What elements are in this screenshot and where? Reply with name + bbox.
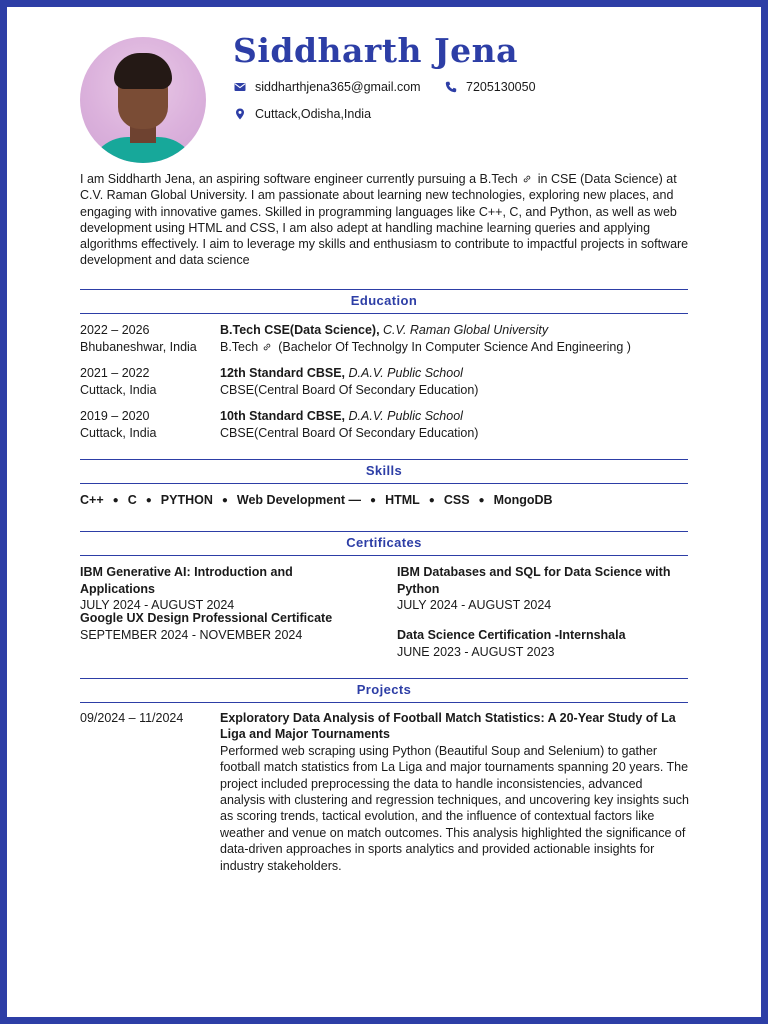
education-detail-prefix: B.Tech xyxy=(220,339,259,354)
education-detail: CBSE(Central Board Of Secondary Education) xyxy=(220,425,479,440)
certificate-item xyxy=(80,564,370,614)
skill-item: MongoDB xyxy=(493,493,553,507)
education-school: D.A.V. Public School xyxy=(348,409,463,423)
skill-item: HTML xyxy=(385,493,420,507)
education-degree: 10th Standard CBSE, xyxy=(220,409,346,423)
project-title: Exploratory Data Analysis of Football Match Statistics: A 20-Year Study of La Liga and Major Tournaments xyxy=(220,711,676,742)
envelope-icon xyxy=(234,81,246,93)
education-school: C.V. Raman Global University xyxy=(383,323,549,337)
education-detail: (Bachelor Of Technolgy In Computer Science And Engineering ) xyxy=(278,339,631,354)
education-dates: 2021 – 2022 xyxy=(80,366,150,380)
certificates-heading: Certificates xyxy=(80,531,688,556)
skill-item: PYTHON xyxy=(160,493,213,507)
education-dates: 2019 – 2020 xyxy=(80,409,150,423)
candidate-name: Siddharth Jena xyxy=(233,31,518,70)
certificate-dates: SEPTEMBER 2024 - NOVEMBER 2024 xyxy=(80,627,303,642)
education-degree: B.Tech CSE(Data Science), xyxy=(220,323,380,337)
phone-text[interactable]: 7205130050 xyxy=(466,80,536,94)
skill-item: Web Development — xyxy=(236,493,362,507)
certificate-title: Data Science Certification -Internshala xyxy=(397,628,626,642)
link-icon[interactable] xyxy=(262,342,272,352)
phone-contact[interactable] xyxy=(445,80,536,94)
email-text[interactable]: siddharthjena365@gmail.com xyxy=(255,80,421,94)
education-location: Cuttack, India xyxy=(80,425,157,440)
certificate-dates: JUNE 2023 - AUGUST 2023 xyxy=(397,644,555,659)
phone-icon xyxy=(445,81,457,93)
skill-item: CSS xyxy=(443,493,470,507)
skill-item: C++ xyxy=(80,493,104,507)
certificate-item xyxy=(397,564,687,614)
education-school: D.A.V. Public School xyxy=(348,366,463,380)
skills-heading: Skills xyxy=(80,459,688,484)
education-dates: 2022 – 2026 xyxy=(80,323,150,337)
profile-photo xyxy=(80,37,206,163)
email-contact[interactable] xyxy=(234,80,421,94)
location-text: Cuttack,Odisha,India xyxy=(255,107,372,121)
location-contact xyxy=(234,107,371,121)
profile-summary xyxy=(80,171,690,269)
certificate-item xyxy=(397,627,687,660)
education-degree: 12th Standard CBSE, xyxy=(220,366,346,380)
education-detail: CBSE(Central Board Of Secondary Education) xyxy=(220,382,479,397)
skills-list: C++ ● C ● PYTHON ● Web Development — ● HTML ● CSS ● MongoDB xyxy=(80,493,553,507)
education-location: Bhubaneshwar, India xyxy=(80,339,197,354)
summary-text-start: I am Siddharth Jena, an aspiring software engineer currently pursuing a B.Tech xyxy=(80,172,518,186)
map-pin-icon xyxy=(234,108,246,120)
certificate-item xyxy=(80,610,370,643)
certificate-dates: JULY 2024 - AUGUST 2024 xyxy=(80,598,235,612)
project-description: Performed web scraping using Python (Beautiful Soup and Selenium) to gather football match statistics from La Liga and major tournaments spanning 20 years. The project included preprocessing the data to handle inconsistencies, advanced analysis with clustering and regression techniques, and uncovering key insights such as scoring trends, tactical evolution, and the influence of contextual factors like weather and venue on match outcomes. This analysis highlighted the significance of data-driven approaches in sports analytics and provided actionable insights for industry stakeholders. xyxy=(220,743,690,873)
link-icon[interactable] xyxy=(522,174,532,184)
summary-text-end: in CSE (Data Science) at C.V. Raman Global University. I am passionate about learning new technologies, exploring new places, and engaging with innovative games. Skilled in programming languages like C++, C, and Python, as well as web development using HTML and CSS, I am also adept at handling machine learning queries and applying algorithms effectively. I aim to leverage my skills and enthusiasm to contribute to impactful projects in software development and data science xyxy=(80,172,689,268)
certificate-title: IBM Databases and SQL for Data Science with Python xyxy=(397,565,671,596)
certificate-dates: JULY 2024 - AUGUST 2024 xyxy=(397,598,552,612)
education-heading: Education xyxy=(80,289,688,314)
skill-item: C xyxy=(127,493,137,507)
education-location: Cuttack, India xyxy=(80,382,157,397)
certificate-title: Google UX Design Professional Certificate xyxy=(80,611,333,625)
certificate-title: IBM Generative AI: Introduction and Applications xyxy=(80,565,293,596)
project-dates: 09/2024 – 11/2024 xyxy=(80,711,184,725)
projects-heading: Projects xyxy=(80,678,688,703)
resume-page xyxy=(7,7,761,1017)
